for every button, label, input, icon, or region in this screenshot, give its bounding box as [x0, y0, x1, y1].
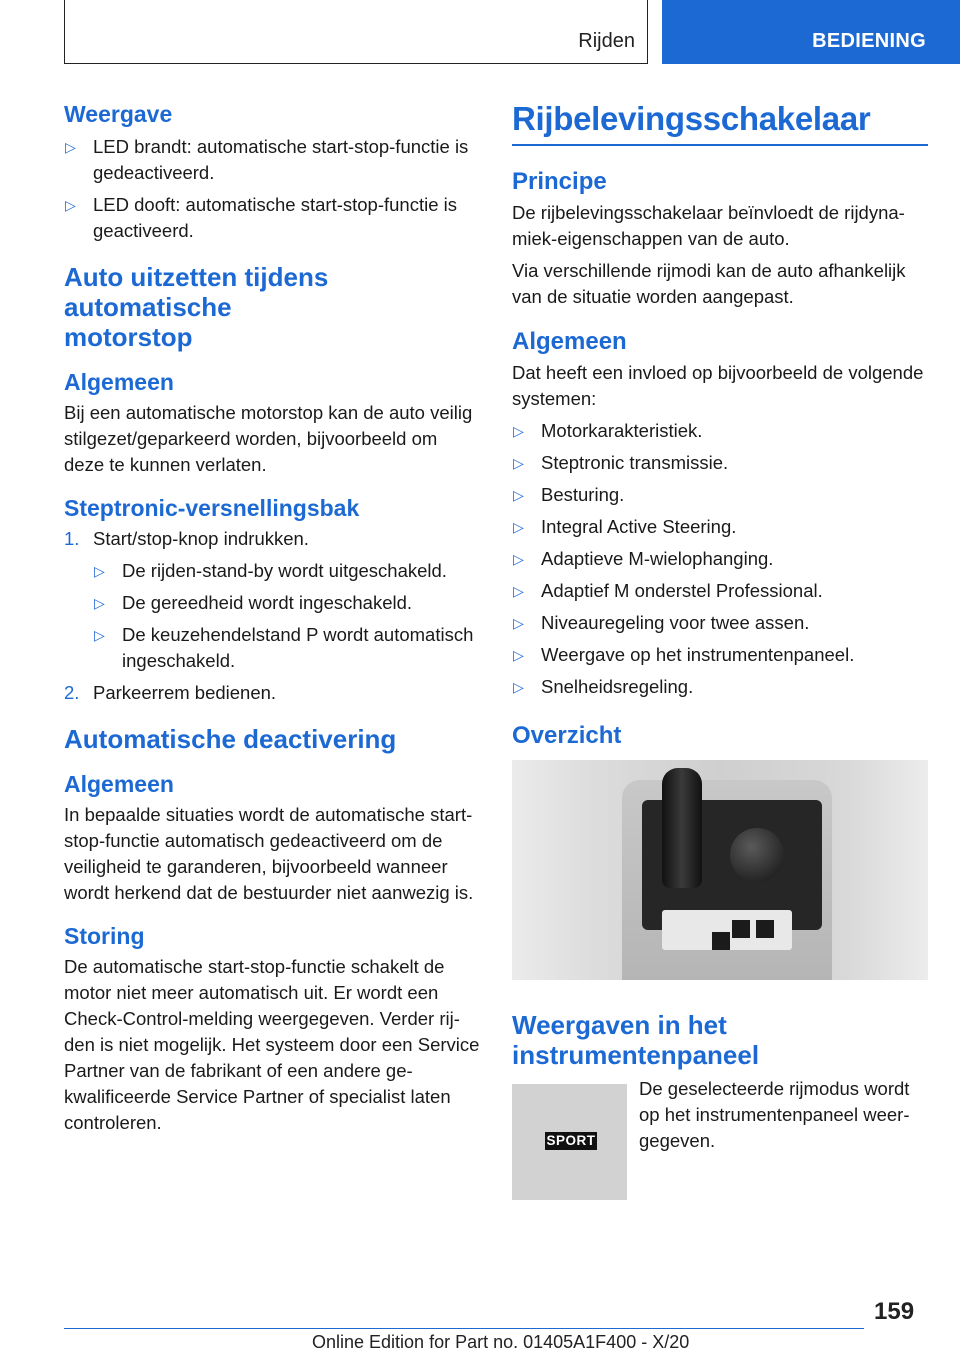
triangle-bullet-icon: ▷ — [513, 551, 524, 567]
sport-badge: SPORT — [546, 1133, 596, 1148]
sport-display-image — [512, 1084, 627, 1200]
step-number: 2. — [64, 682, 80, 703]
triangle-bullet-icon: ▷ — [513, 519, 524, 535]
heading-principe: Principe — [512, 168, 607, 195]
heading-storing: Storing — [64, 923, 145, 949]
steptronic-steps — [64, 526, 482, 706]
list-item: ▷ LED dooft: automatische start-stop-functie is geactiveerd. — [65, 194, 458, 241]
step-item: 2. Parkeerrem bedienen. — [64, 680, 482, 706]
triangle-bullet-icon: ▷ — [513, 615, 524, 631]
heading-algemeen: Algemeen — [512, 328, 627, 355]
console-button-shape — [712, 932, 730, 950]
heading-algemeen-1: Algemeen — [64, 369, 174, 395]
console-button-shape — [732, 920, 750, 938]
paragraph-weergaven: De geselecteerde rijmodus wordt op het instrumentenpaneel weergegeven. — [639, 1078, 910, 1151]
list-item: ▷ Niveauregeling voor twee assen. — [512, 610, 928, 636]
paragraph-algemeen: Dat heeft een invloed op bijvoorbeeld de volgende systemen: — [512, 362, 924, 409]
systems-list — [512, 418, 928, 700]
list-item: ▷ Steptronic transmissie. — [512, 450, 928, 476]
triangle-bullet-icon: ▷ — [513, 679, 524, 695]
paragraph-storing: De automatische start-stop-functie schakelt de motor niet meer automatisch uit. Er wordt een Check-Control-melding weergegeven. Verder rijden is niet mogelijk. Het systeem door een Service Partner van de fabrikant of een andere gekwalificeerde Service Partner of specialist laten controleren. — [64, 956, 480, 1133]
weergave-list — [64, 134, 482, 244]
paragraph-algemeen-2: In bepaalde situaties wordt de automatische start-stop-functie automatisch gedeactiveerd om de veiligheid te garanderen, bijvoorbeeld wanneer wordt herkend dat de bestuurder niet aanwezig is. — [64, 804, 474, 903]
list-item: ▷ Snelheidsregeling. — [512, 674, 928, 700]
list-item: ▷ De rijden-stand-by wordt uitgeschakeld. — [93, 558, 482, 584]
triangle-bullet-icon: ▷ — [94, 595, 105, 611]
list-item: ▷ Adaptief M onderstel Professional. — [512, 578, 928, 604]
list-item: ▷ LED brandt: automatische start-stop-functie is gedeactiveerd. — [65, 136, 469, 183]
heading-auto-uitzetten: Auto uitzetten tijdens automatische motorstop — [64, 262, 329, 352]
heading-weergave: Weergave — [64, 101, 173, 127]
list-item: ▷ De gereedheid wordt ingeschakeld. — [93, 590, 482, 616]
chapter-title: BEDIENING — [812, 30, 926, 52]
triangle-bullet-icon: ▷ — [513, 423, 524, 439]
header-chapter-box — [662, 0, 960, 64]
list-item: ▷ Integral Active Steering. — [512, 514, 928, 540]
triangle-bullet-icon: ▷ — [94, 627, 105, 643]
list-item: ▷ Motorkarakteristiek. — [512, 418, 928, 444]
controller-knob-shape — [730, 828, 784, 882]
heading-rijbelevingsschakelaar: Rijbelevingsschakelaar — [512, 100, 928, 146]
heading-automatische-deactivering: Automatische deactivering — [64, 724, 397, 754]
right-column — [512, 100, 928, 1160]
triangle-bullet-icon: ▷ — [513, 647, 524, 663]
footer-divider — [64, 1328, 864, 1329]
footer-edition: Online Edition for Part no. 01405A1F400 - X/20 — [312, 1332, 690, 1352]
section-title: Rijden — [578, 30, 635, 52]
list-item: ▷ De keuzehendelstand P wordt automatisch ingeschakeld. — [94, 624, 474, 671]
header-section-box — [64, 0, 648, 64]
triangle-bullet-icon: ▷ — [513, 487, 524, 503]
page-number: 159 — [874, 1298, 915, 1325]
heading-steptronic: Steptronic-versnellingsbak — [64, 495, 360, 521]
heading-weergaven-instrumentenpaneel: Weergaven in het instrumentenpaneel — [512, 1010, 760, 1070]
center-console-photo — [512, 760, 928, 980]
triangle-bullet-icon: ▷ — [94, 563, 105, 579]
step-item: 1. Start/stop-knop indrukken. ▷ De rijden-stand-by wordt uitgeschakeld. ▷ De gereedheid wordt ingeschakeld. ▷ De keuzehendelstand P wordt automatisch ingeschakeld. — [64, 526, 482, 674]
paragraph-algemeen-1: Bij een automatische motorstop kan de auto veilig stilgezet/geparkeerd worden, bijvoorbeeld om deze te kunnen verlaten. — [64, 402, 473, 475]
sport-display-block — [512, 1076, 928, 1154]
triangle-bullet-icon: ▷ — [513, 455, 524, 471]
list-item: ▷ Weergave op het instrumentenpaneel. — [512, 642, 928, 668]
step-sublist — [93, 558, 482, 674]
list-item: ▷ Besturing. — [512, 482, 928, 508]
gear-lever-shape — [662, 768, 702, 888]
list-item: ▷ Adaptieve M-wielophanging. — [512, 546, 928, 572]
heading-algemeen-2: Algemeen — [64, 771, 174, 797]
left-column — [64, 100, 482, 1142]
triangle-bullet-icon: ▷ — [65, 139, 76, 155]
paragraph-principe-1: De rijbelevingsschakelaar beïnvloedt de rijdynamiek-eigenschappen van de auto. — [512, 202, 905, 249]
triangle-bullet-icon: ▷ — [513, 583, 524, 599]
console-button-shape — [756, 920, 774, 938]
heading-overzicht: Overzicht — [512, 722, 622, 749]
triangle-bullet-icon: ▷ — [65, 197, 76, 213]
paragraph-principe-2: Via verschillende rijmodi kan de auto afhankelijk van de situatie worden aangepast. — [512, 260, 906, 307]
step-number: 1. — [64, 528, 80, 549]
